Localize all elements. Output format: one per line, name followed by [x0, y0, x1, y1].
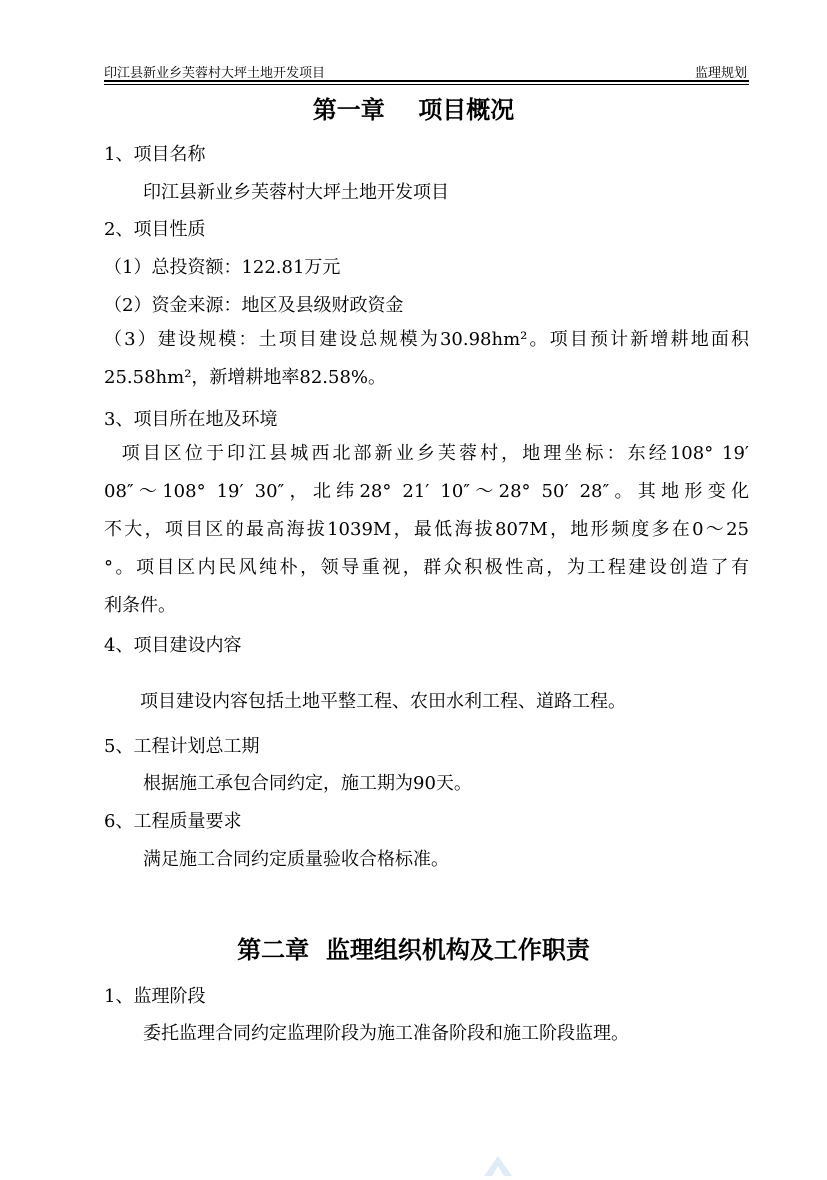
section-1-heading: 1、项目名称 [104, 144, 206, 165]
section-3-line: 项目区位于印江县城西北部新业乡芙蓉村，地理坐标：东经108° 19′ [104, 443, 749, 464]
section-3-body [104, 435, 749, 625]
section-2-item-3-line: 25.58hm²，新增耕地率82.58%。 [104, 367, 387, 388]
chapter-1-title: 第一章 项目概况 [312, 96, 515, 124]
section-3-line: 08″～108° 19′ 30″，北纬28° 21′ 10″～28° 50′ 28″。其地形变化 [104, 481, 749, 502]
chapter-2-section-1-heading: 1、监理阶段 [104, 986, 206, 1007]
section-3-heading: 3、项目所在地及环境 [104, 409, 278, 430]
page-header [104, 56, 749, 82]
section-6-body: 满足施工合同约定质量验收合格标准。 [143, 849, 449, 870]
header-doc-type: 监理规划 [694, 66, 747, 81]
section-5-body: 根据施工承包合同约定，施工期为90天。 [143, 773, 472, 794]
watermark-logo-icon [480, 1150, 516, 1180]
chapter-2-section-1-body: 委托监理合同约定监理阶段为施工准备阶段和施工阶段监理。 [143, 1023, 629, 1044]
section-2-item-2: （2）资金来源：地区及县级财政资金 [104, 295, 404, 316]
section-2-heading: 2、项目性质 [104, 219, 206, 240]
section-5-heading: 5、工程计划总工期 [104, 736, 260, 757]
section-6-heading: 6、工程质量要求 [104, 811, 242, 832]
section-2-item-3 [104, 321, 749, 397]
section-3-line: 利条件。 [104, 595, 176, 616]
section-3-line: 不大，项目区的最高海拔1039M，最低海拔807M，地形频度多在0～25 [104, 519, 749, 540]
section-4-heading: 4、项目建设内容 [104, 635, 242, 656]
chapter-2-title: 第二章 监理组织机构及工作职责 [237, 936, 590, 964]
section-1-body: 印江县新业乡芙蓉村大坪土地开发项目 [143, 182, 449, 203]
header-project-name: 印江县新业乡芙蓉村大坪土地开发项目 [104, 66, 326, 81]
section-2-item-3-line: （3）建设规模：土项目建设总规模为30.98hm²。项目预计新增耕地面积 [104, 329, 749, 350]
header-rule [104, 84, 749, 85]
section-4-body: 项目建设内容包括土地平整工程、农田水利工程、道路工程。 [140, 691, 626, 712]
section-2-item-1: （1）总投资额：122.81万元 [104, 257, 341, 278]
section-3-line: °。项目区内民风纯朴，领导重视，群众积极性高，为工程建设创造了有 [104, 557, 749, 578]
